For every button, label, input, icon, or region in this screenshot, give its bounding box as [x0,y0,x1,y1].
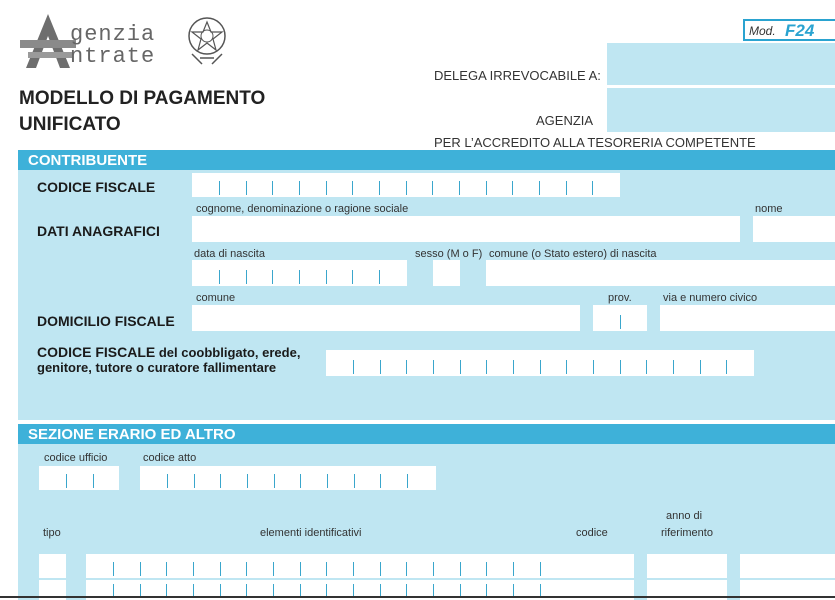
form-title-line2: UNIFICATO [19,114,121,135]
logo-text-line2: ntrate [70,44,156,69]
codice-fiscale-field[interactable] [192,173,620,197]
elementi-label: elementi identificativi [260,527,362,539]
contribuente-header [18,150,835,170]
agenzia-label: AGENZIA [536,113,594,128]
importo-field-row1[interactable] [740,554,835,578]
coobbligato-codice-field[interactable] [326,350,754,376]
coobbligato-label [37,345,300,375]
codice-atto-field[interactable] [140,466,436,490]
domicilio-fiscale-label: DOMICILIO FISCALE [37,313,175,329]
nome-field[interactable] [753,216,835,242]
codice-field-row1[interactable] [566,554,634,578]
via-label: via e numero civico [663,292,758,304]
cognome-field[interactable] [192,216,740,242]
mod-prefix: Mod. [749,24,776,38]
contribuente-title: CONTRIBUENTE [28,152,148,169]
codice-atto-label: codice atto [143,452,197,464]
dati-anagrafici-label: DATI ANAGRAFICI [37,223,160,239]
erario-header [18,424,835,444]
comune-field[interactable] [192,305,580,331]
data-nascita-label: data di nascita [194,248,265,260]
cognome-label: cognome, denominazione o ragione sociale [196,203,409,215]
codice-label: codice [576,527,608,539]
prov-label: prov. [608,292,632,304]
logo-text-line1: genzia [70,22,156,47]
elementi-field-row1[interactable] [86,554,568,578]
codice-ufficio-label: codice ufficio [44,452,108,464]
comune-nascita-field[interactable] [486,260,835,286]
data-nascita-field[interactable] [192,260,407,286]
via-field[interactable] [660,305,835,331]
logo-letter-mark [18,12,78,70]
delega-field[interactable] [607,43,835,85]
anno-rif-label-2: riferimento [661,527,713,539]
nome-label: nome [755,203,783,215]
comune-nascita-label: comune (o Stato estero) di nascita [489,248,657,260]
codice-fiscale-label: CODICE FISCALE [37,179,156,195]
mod-f24-box [743,19,835,41]
anno-rif-label-1: anno di [666,510,703,522]
italian-republic-emblem-icon [184,14,230,66]
form-title-line1: MODELLO DI PAGAMENTO [19,88,266,109]
agenzia-field[interactable] [607,88,835,132]
erario-title: SEZIONE ERARIO ED ALTRO [28,426,236,443]
coobbligato-label-bold: CODICE FISCALE [37,344,156,360]
codice-ufficio-field[interactable] [39,466,119,490]
anno-rif-field-row1[interactable] [647,554,727,578]
coobbligato-label-rest2: genitore, tutore o curatore fallimentare [37,360,277,375]
prov-field[interactable] [593,305,647,331]
bottom-divider [0,596,835,598]
tipo-label: tipo [43,527,61,539]
comune-label: comune [196,292,236,304]
coobbligato-label-rest1: del coobbligato, erede, [155,345,301,360]
accredito-label: PER L’ACCREDITO ALLA TESORERIA COMPETENTE [434,135,756,150]
sesso-field[interactable] [433,260,460,286]
delega-label: DELEGA IRREVOCABILE A: [434,68,601,83]
tipo-field-row1[interactable] [39,554,66,578]
sesso-label: sesso (M o F) [415,248,483,260]
mod-code: F24 [785,21,815,40]
